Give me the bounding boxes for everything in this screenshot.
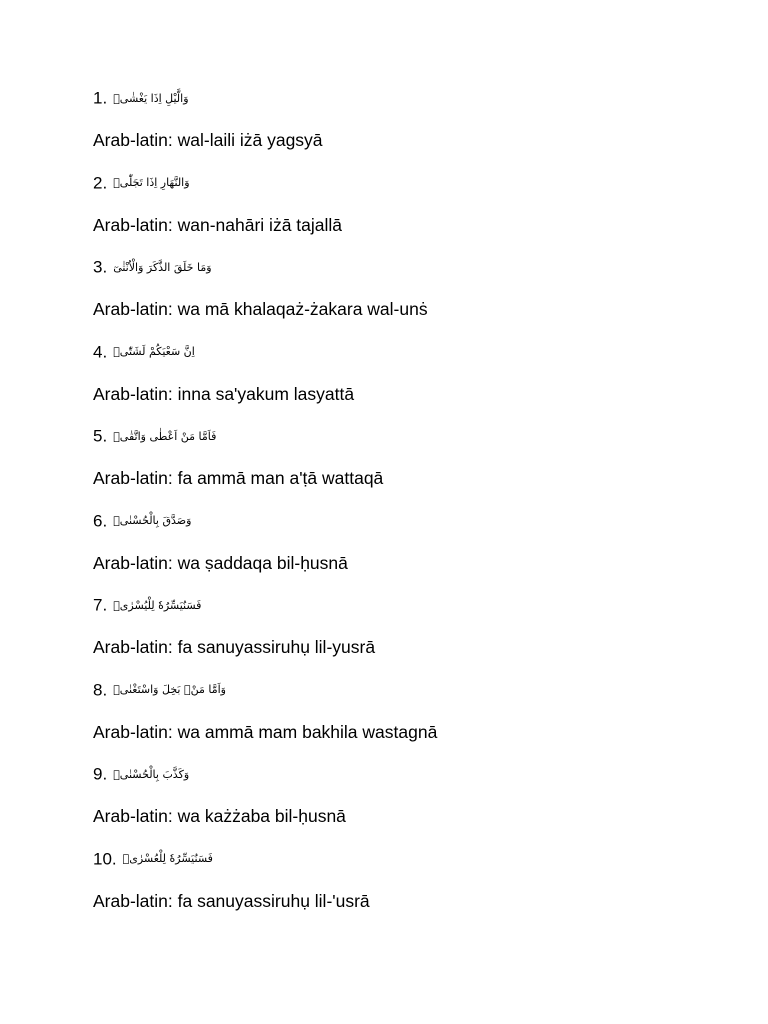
arabic-text: فَسَنُيَسِّرُهٗ لِلْعُسْرٰىۗ	[122, 852, 213, 866]
latin-transliteration: Arab-latin: wa ṣaddaqa bil-ḥusnā	[93, 552, 348, 573]
verse-number: 4.	[93, 342, 108, 362]
latin-transliteration: Arab-latin: wa ammā mam bakhila wastagnā	[93, 721, 438, 742]
verse-arabic-line	[93, 589, 201, 621]
verse-number: 10.	[93, 849, 117, 869]
verse-item	[93, 505, 733, 590]
verse-arabic-line	[93, 82, 189, 114]
verse-arabic-line	[93, 843, 213, 875]
verse-arabic-line	[93, 251, 212, 283]
arabic-text: فَسَنُيَسِّرُهٗ لِلْيُسْرٰىۗ	[113, 598, 202, 612]
verse-number: 3.	[93, 257, 108, 277]
document-page	[93, 82, 733, 927]
verse-item	[93, 336, 733, 421]
latin-transliteration: Arab-latin: wal-laili iżā yagsyā	[93, 130, 323, 150]
arabic-text: وَكَذَّبَ بِالْحُسْنٰىۙ	[113, 767, 190, 781]
verse-item	[93, 674, 733, 759]
arabic-text: فَاَمَّا مَنْ اَعْطٰى وَاتَّقٰىۙ	[113, 429, 217, 443]
latin-transliteration: Arab-latin: fa sanuyassiruhụ lil-yusrā	[93, 637, 376, 657]
verse-item	[93, 251, 733, 336]
verse-item	[93, 843, 733, 928]
verse-number: 2.	[93, 173, 108, 193]
arabic-text: وَمَا خَلَقَ الذَّكَرَ وَالْاُنْثٰىٓ	[113, 260, 212, 274]
verse-number: 6.	[93, 511, 108, 531]
latin-transliteration: Arab-latin: fa ammā man a'ṭā wattaqā	[93, 468, 384, 488]
verse-item	[93, 82, 733, 167]
verse-number: 8.	[93, 680, 108, 700]
verse-arabic-line	[93, 758, 189, 790]
verse-number: 5.	[93, 426, 108, 446]
verse-number: 9.	[93, 764, 108, 784]
verse-item	[93, 758, 733, 843]
verse-arabic-line	[93, 167, 190, 199]
verse-item	[93, 420, 733, 505]
verse-item	[93, 589, 733, 674]
latin-transliteration: Arab-latin: wan-nahāri iżā tajallā	[93, 214, 343, 235]
latin-transliteration: Arab-latin: inna sa'yakum lasyattā	[93, 383, 355, 404]
arabic-text: اِنَّ سَعْيَكُمْ لَشَتّٰىۗ	[113, 345, 195, 359]
arabic-text: وَالَّيْلِ اِذَا يَغْشٰىۙ	[113, 91, 189, 105]
latin-transliteration: Arab-latin: fa sanuyassiruhụ lil-'usrā	[93, 890, 370, 911]
arabic-text: وَالنَّهَارِ اِذَا تَجَلّٰىۙ	[113, 176, 190, 190]
verse-arabic-line	[93, 505, 191, 537]
verse-arabic-line	[93, 674, 226, 706]
latin-transliteration: Arab-latin: wa każżaba bil-ḥusnā	[93, 806, 346, 826]
verse-item	[93, 167, 733, 252]
verse-number: 1.	[93, 88, 108, 108]
verse-number: 7.	[93, 595, 108, 615]
verse-arabic-line	[93, 420, 216, 452]
arabic-text: وَصَدَّقَ بِالْحُسْنٰىۙ	[113, 514, 192, 528]
verse-arabic-line	[93, 336, 195, 368]
arabic-text: وَاَمَّا مَنْۢ بَخِلَ وَاسْتَغْنٰىۙ	[113, 683, 226, 697]
latin-transliteration: Arab-latin: wa mā khalaqaż-żakara wal-unṡ	[93, 299, 428, 319]
